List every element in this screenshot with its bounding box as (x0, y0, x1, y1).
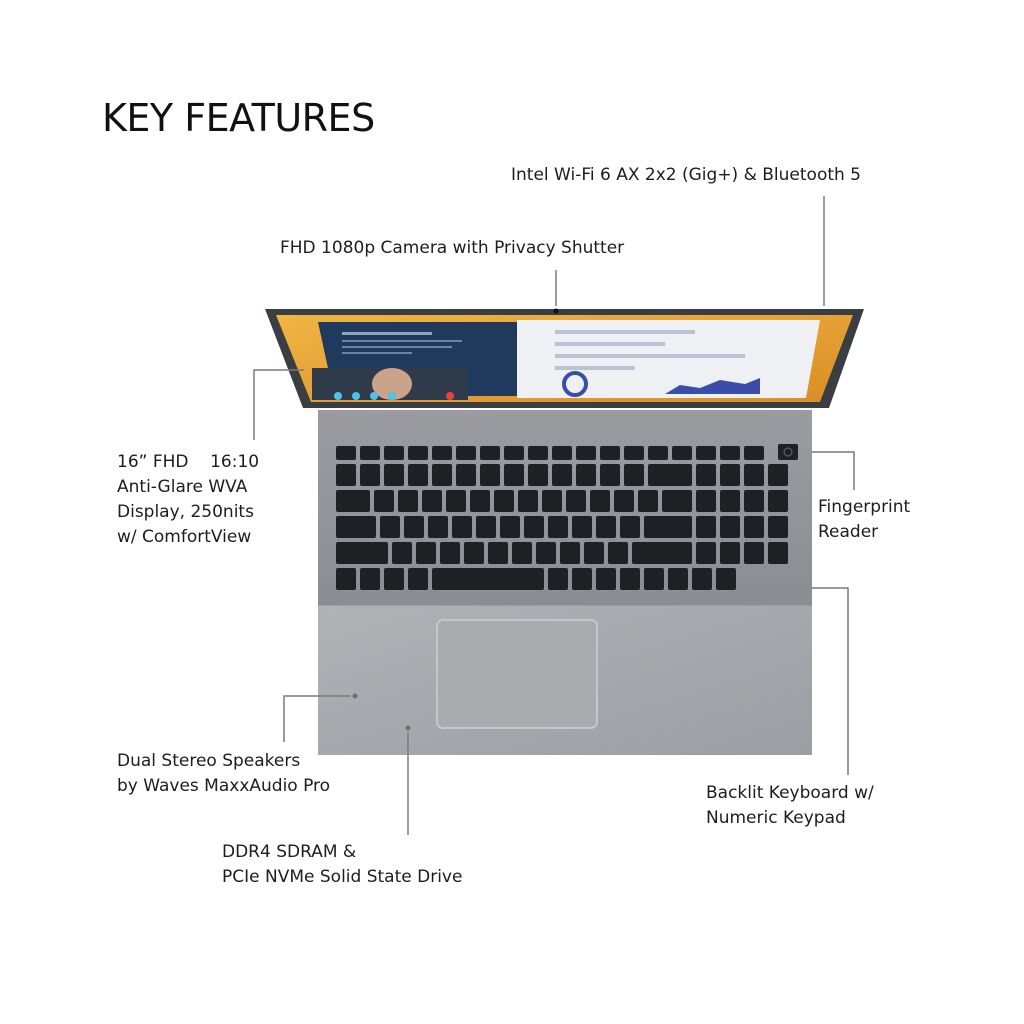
keyboard-key (440, 542, 460, 564)
keyboard-key (720, 464, 740, 486)
feature-display-line: w/ ComfortView (117, 527, 252, 547)
keyboard-key (456, 446, 476, 460)
keyboard-key (600, 446, 620, 460)
speaker-dot (353, 694, 358, 699)
keyboard-key (716, 568, 736, 590)
keyboard-key (744, 516, 764, 538)
keyboard-key (452, 516, 472, 538)
keyboard-key (548, 516, 568, 538)
keyboard-key (596, 516, 616, 538)
keyboard-key (360, 446, 380, 460)
keyboard-key (584, 542, 604, 564)
keyboard-key (768, 464, 788, 486)
keyboard-key (648, 464, 692, 486)
keyboard-key (518, 490, 538, 512)
keyboard-key (692, 568, 712, 590)
feature-memory (222, 840, 462, 890)
keyboard-key (416, 542, 436, 564)
keyboard-key (552, 446, 572, 460)
keyboard-key (398, 490, 418, 512)
keyboard-key (744, 490, 764, 512)
keyboard-key (336, 446, 356, 460)
feature-fingerprint-line: Reader (818, 522, 879, 542)
feature-speakers-line: Dual Stereo Speakers (117, 751, 301, 771)
feature-camera-line: FHD 1080p Camera with Privacy Shutter (280, 238, 625, 258)
keyboard-key (336, 490, 370, 512)
keyboard-key (512, 542, 532, 564)
leader-line-fingerprint (812, 452, 854, 490)
keyboard-key (624, 446, 644, 460)
keyboard-key (464, 542, 484, 564)
feature-speakers-line: by Waves MaxxAudio Pro (117, 776, 331, 796)
keyboard-key (500, 516, 520, 538)
keyboard-key (336, 542, 388, 564)
feature-display-line: Anti-Glare WVA (117, 477, 248, 497)
keyboard-key (672, 446, 692, 460)
keyboard-key (480, 446, 500, 460)
keyboard-key (392, 542, 412, 564)
keyboard-key (744, 464, 764, 486)
feature-display (117, 450, 259, 550)
keyboard-key (422, 490, 442, 512)
feature-fingerprint (818, 495, 910, 545)
keyboard-key (696, 464, 716, 486)
keyboard-key (614, 490, 634, 512)
feature-speakers (117, 749, 330, 799)
keyboard-key (336, 516, 376, 538)
keyboard-key (648, 446, 668, 460)
keyboard-key (432, 446, 452, 460)
keyboard-key (696, 516, 716, 538)
keyboard-key (696, 490, 716, 512)
feature-camera (280, 236, 624, 261)
keyboard-key (620, 568, 640, 590)
keyboard-key (590, 490, 610, 512)
keyboard-key (504, 464, 524, 486)
keyboard-key (528, 464, 548, 486)
keyboard-key (536, 542, 556, 564)
keyboard-key (768, 490, 788, 512)
keyboard-key (470, 490, 490, 512)
keyboard-key (720, 516, 740, 538)
keyboard-key (632, 542, 692, 564)
feature-keyboard-line: Backlit Keyboard w/ (706, 783, 874, 803)
keyboard-key (744, 446, 764, 460)
keyboard-key (744, 542, 764, 564)
keyboard-key (576, 446, 596, 460)
keyboard-key (408, 464, 428, 486)
feature-keyboard-line: Numeric Keypad (706, 808, 846, 828)
keyboard-key (638, 490, 658, 512)
keyboard-key (428, 516, 448, 538)
webcam (554, 309, 559, 314)
keyboard-key (720, 490, 740, 512)
keyboard-key (624, 464, 644, 486)
feature-wifi-line: Intel Wi-Fi 6 AX 2x2 (Gig+) & Bluetooth 5 (511, 165, 862, 185)
feature-keyboard (706, 781, 874, 831)
touchpad (437, 620, 597, 728)
keyboard-key (696, 542, 716, 564)
keyboard-key (384, 464, 404, 486)
feature-display-line: 16” FHD 16:10 (117, 452, 260, 472)
feature-fingerprint-line: Fingerprint (818, 497, 911, 517)
fingerprint-reader-key (778, 444, 798, 460)
keyboard-key (696, 446, 716, 460)
keyboard-key (548, 568, 568, 590)
keyboard-key (456, 464, 476, 486)
keyboard-key (408, 446, 428, 460)
keyboard-key (552, 464, 572, 486)
keyboard-key (374, 490, 394, 512)
page-title: KEY FEATURES (102, 96, 375, 140)
keyboard-key (476, 516, 496, 538)
keyboard-key (360, 464, 380, 486)
keyboard-key (432, 464, 452, 486)
keyboard-key (528, 446, 548, 460)
keyboard-key (524, 516, 544, 538)
memory-dot (406, 726, 411, 731)
keyboard-key (768, 516, 788, 538)
keyboard-key (404, 516, 424, 538)
keyboard-key (542, 490, 562, 512)
keyboard-key (668, 568, 688, 590)
keyboard-key (608, 542, 628, 564)
keyboard-key (504, 446, 524, 460)
keyboard-key (560, 542, 580, 564)
keyboard-key (596, 568, 616, 590)
keyboard-key (644, 516, 692, 538)
keyboard-key (408, 568, 428, 590)
keyboard-key (384, 568, 404, 590)
keyboard-key (600, 464, 620, 486)
keyboard-key (488, 542, 508, 564)
keyboard-key (446, 490, 466, 512)
keyboard-key (620, 516, 640, 538)
keyboard-key (644, 568, 664, 590)
keyboard-key (572, 516, 592, 538)
keyboard-key (576, 464, 596, 486)
keyboard-key (384, 446, 404, 460)
keyboard-key (432, 568, 544, 590)
keyboard-key (662, 490, 692, 512)
keyboard-key (360, 568, 380, 590)
keyboard-key (336, 568, 356, 590)
keyboard-key (336, 464, 356, 486)
keyboard-key (494, 490, 514, 512)
keyboard-key (768, 542, 788, 564)
keyboard-key (480, 464, 500, 486)
feature-wifi (511, 163, 861, 188)
keyboard-key (566, 490, 586, 512)
feature-memory-line: PCIe NVMe Solid State Drive (222, 867, 463, 887)
keyboard-key (720, 542, 740, 564)
leader-line-keyboard (812, 588, 848, 775)
feature-memory-line: DDR4 SDRAM & (222, 842, 357, 862)
keyboard-key (380, 516, 400, 538)
keyboard-key (720, 446, 740, 460)
keyboard-key (572, 568, 592, 590)
feature-display-line: Display, 250nits (117, 502, 254, 522)
